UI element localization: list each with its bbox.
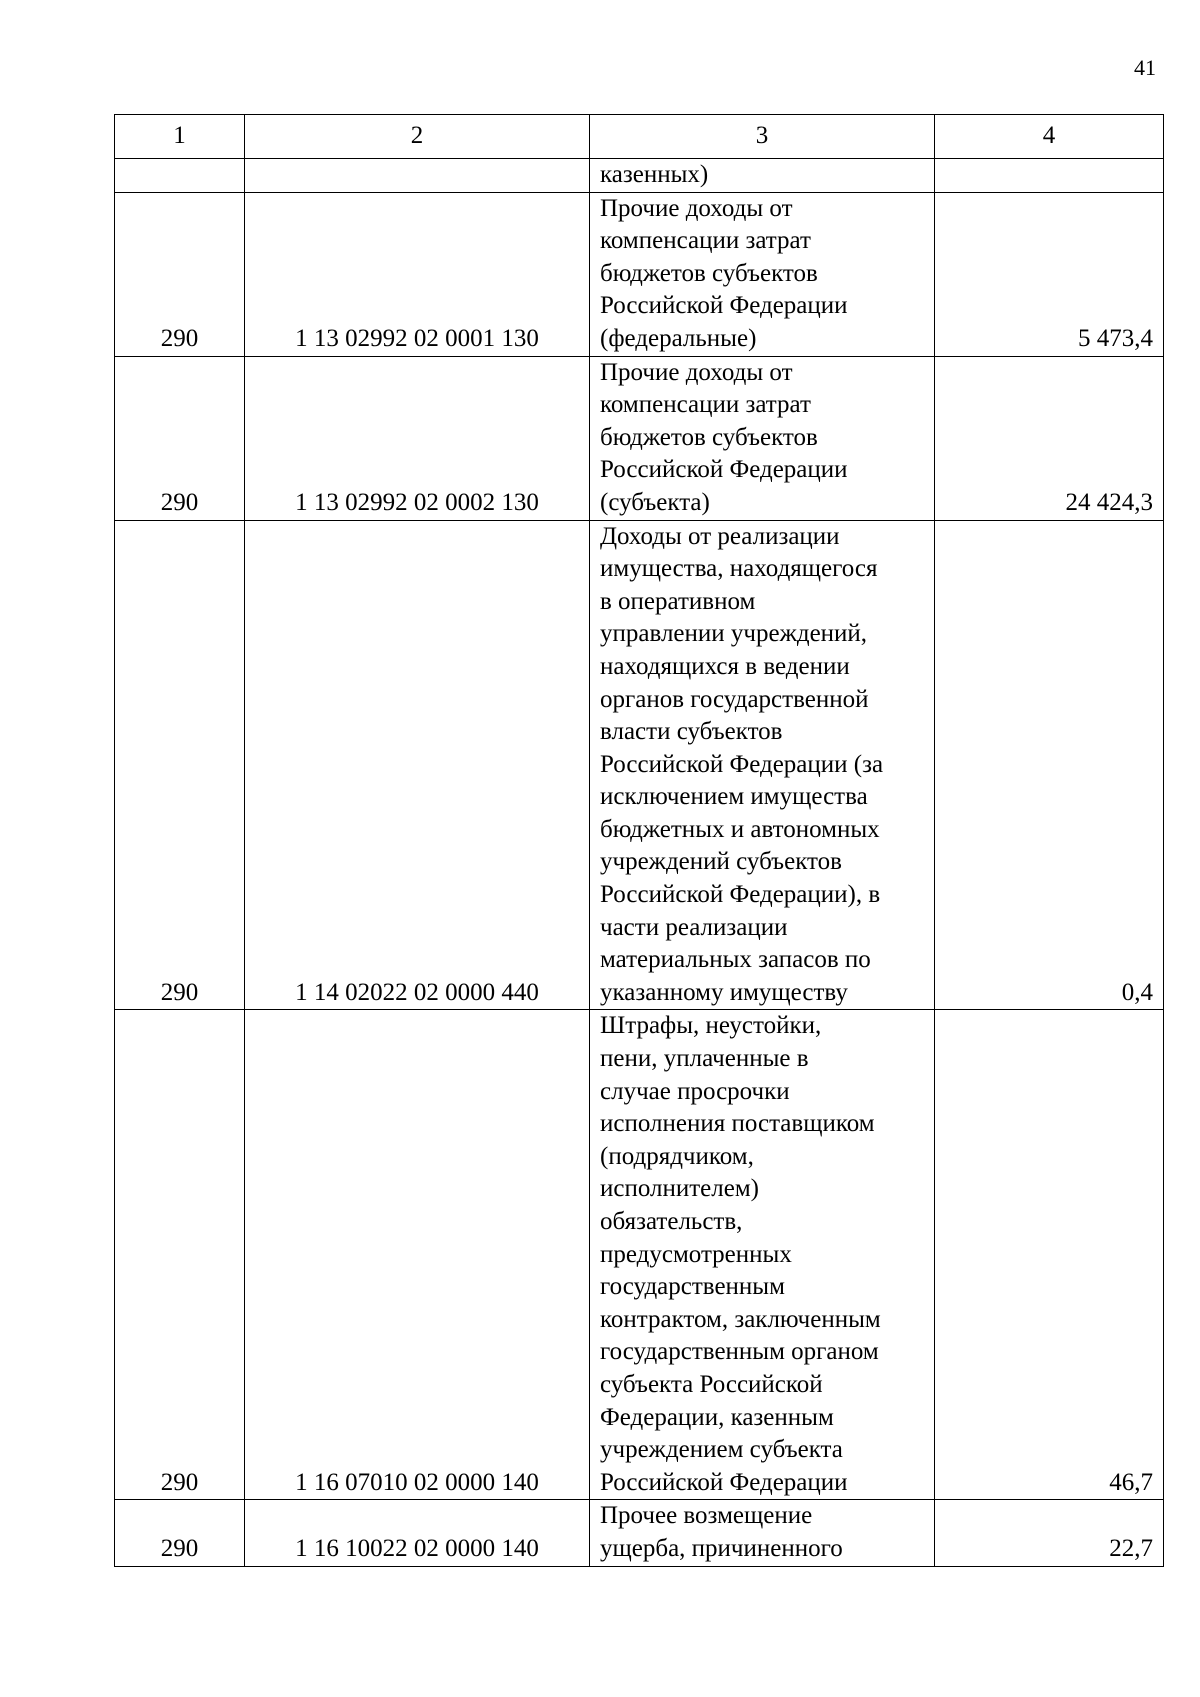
description-line: Прочие доходы от: [600, 358, 793, 386]
amount-cell: 24 424,3: [935, 356, 1164, 520]
description-line: исполнителем): [600, 1175, 759, 1203]
description-line: пени, уплаченные в: [600, 1045, 809, 1073]
table-row: [115, 159, 1164, 193]
description-line: Прочие доходы от: [600, 194, 793, 222]
description-line: Российской Федерации: [600, 456, 848, 484]
budget-revenue-table: [114, 114, 1164, 1567]
table-row: [115, 1010, 1164, 1500]
admin-code-cell: 290: [115, 520, 245, 1010]
header-cell-4: 4: [935, 115, 1164, 159]
admin-code-cell: [115, 159, 245, 193]
description-line: контрактом, заключенным: [600, 1305, 881, 1333]
description-line: имущества, находящегося: [600, 555, 878, 583]
header-cell-3: 3: [590, 115, 935, 159]
page-number: 41: [1134, 55, 1156, 80]
description-cell: [590, 1010, 935, 1500]
kbk-code-cell: 1 16 07010 02 0000 140: [245, 1010, 590, 1500]
kbk-code-cell: 1 14 02022 02 0000 440: [245, 520, 590, 1010]
amount-cell: 46,7: [935, 1010, 1164, 1500]
description-line: казенных): [600, 161, 709, 188]
header-cell-2: 2: [245, 115, 590, 159]
description-line: в оперативном: [600, 587, 756, 615]
description-line: Российской Федерации: [600, 292, 848, 320]
description-line: власти субъектов: [600, 718, 783, 746]
description-line: учреждением субъекта: [600, 1436, 843, 1464]
admin-code-cell: 290: [115, 1500, 245, 1566]
admin-code-cell: 290: [115, 1010, 245, 1500]
description-line: учреждений субъектов: [600, 848, 842, 876]
kbk-code-cell: [245, 159, 590, 193]
amount-cell: 0,4: [935, 520, 1164, 1010]
description-line: (федеральные): [600, 324, 757, 352]
description-line: предусмотренных: [600, 1240, 792, 1268]
description-line: Федерации, казенным: [600, 1403, 834, 1431]
amount-cell: [935, 159, 1164, 193]
description-line: управлении учреждений,: [600, 620, 868, 648]
description-line: бюджетов субъектов: [600, 259, 818, 287]
description-line: исключением имущества: [600, 783, 868, 811]
description-line: указанному имуществу: [600, 978, 848, 1006]
description-cell: [590, 159, 935, 193]
description-line: Российской Федерации (за: [600, 750, 884, 778]
description-line: бюджетных и автономных: [600, 815, 880, 843]
description-line: части реализации: [600, 913, 788, 941]
table-row: [115, 520, 1164, 1010]
header-cell-1: 1: [115, 115, 245, 159]
admin-code-cell: 290: [115, 192, 245, 356]
description-line: (подрядчиком,: [600, 1142, 754, 1170]
description-cell: [590, 192, 935, 356]
table-header-row: [115, 115, 1164, 159]
description-line: государственным: [600, 1273, 785, 1301]
description-line: исполнения поставщиком: [600, 1110, 875, 1138]
description-line: бюджетов субъектов: [600, 423, 818, 451]
table-row: [115, 1500, 1164, 1566]
kbk-code-cell: 1 13 02992 02 0001 130: [245, 192, 590, 356]
amount-cell: 5 473,4: [935, 192, 1164, 356]
description-cell: [590, 356, 935, 520]
kbk-code-cell: 1 16 10022 02 0000 140: [245, 1500, 590, 1566]
description-line: Российской Федерации: [600, 1468, 848, 1496]
kbk-code-cell: 1 13 02992 02 0002 130: [245, 356, 590, 520]
description-line: Прочее возмещение: [600, 1502, 813, 1530]
description-line: находящихся в ведении: [600, 652, 850, 680]
amount-cell: 22,7: [935, 1500, 1164, 1566]
table-row: [115, 192, 1164, 356]
description-line: материальных запасов по: [600, 946, 871, 974]
description-line: ущерба, причиненного: [600, 1534, 843, 1562]
admin-code-cell: 290: [115, 356, 245, 520]
description-line: Российской Федерации), в: [600, 881, 881, 909]
description-line: компенсации затрат: [600, 227, 811, 255]
description-line: обязательств,: [600, 1208, 743, 1235]
description-cell: [590, 520, 935, 1010]
description-line: органов государственной: [600, 685, 869, 713]
description-line: Доходы от реализации: [600, 522, 840, 550]
description-line: случае просрочки: [600, 1077, 790, 1105]
description-line: компенсации затрат: [600, 391, 811, 419]
table-row: [115, 356, 1164, 520]
description-cell: [590, 1500, 935, 1566]
description-line: (субъекта): [600, 488, 710, 516]
description-line: субъекта Российской: [600, 1370, 823, 1398]
description-line: государственным органом: [600, 1338, 879, 1366]
description-line: Штрафы, неустойки,: [600, 1012, 822, 1040]
